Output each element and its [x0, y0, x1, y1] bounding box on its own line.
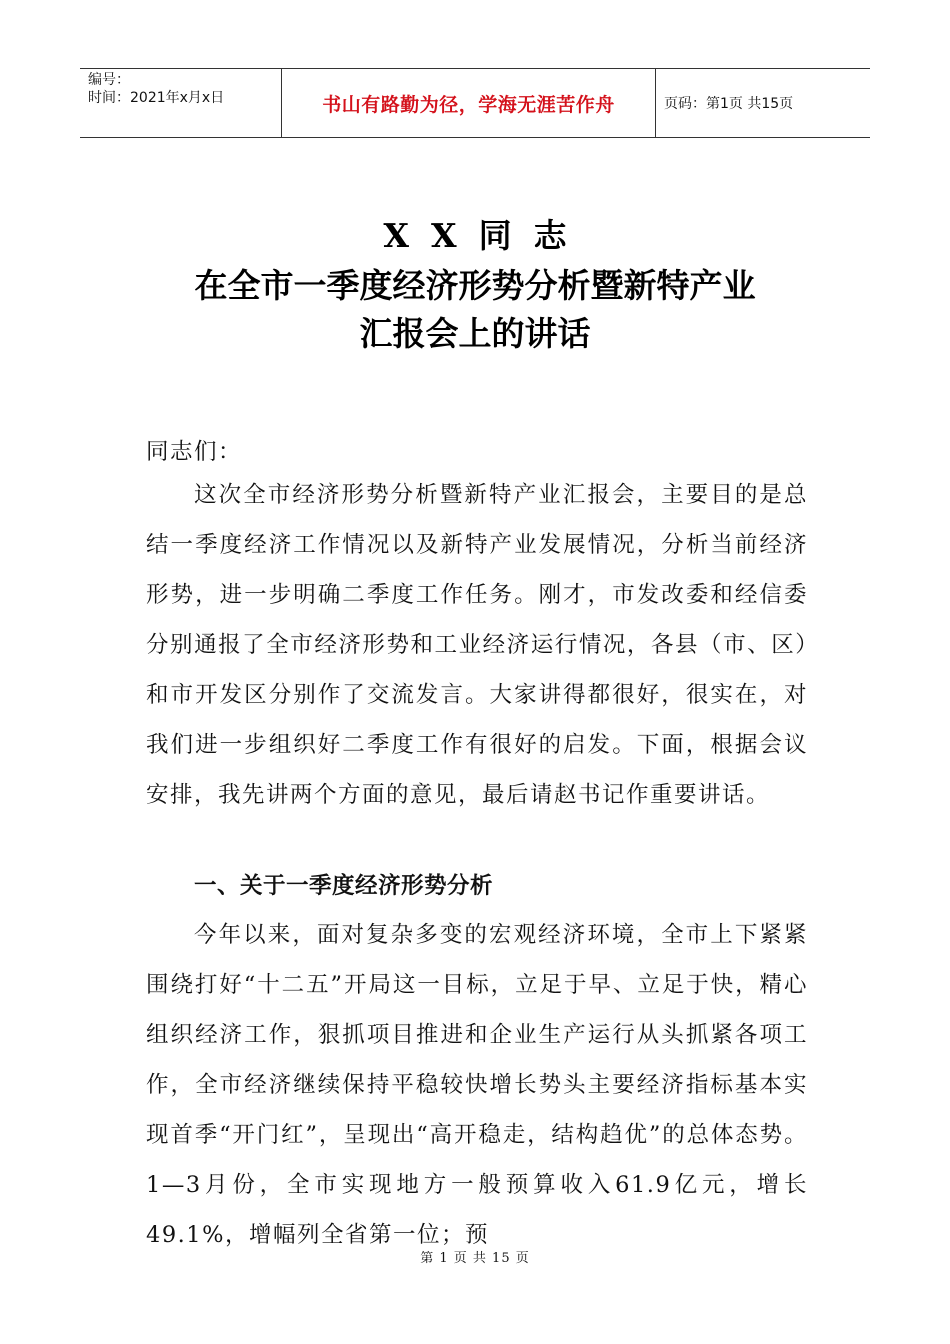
title-line-3: 汇报会上的讲话	[359, 314, 591, 353]
section-heading-1: 一、关于一季度经济形势分析	[194, 873, 494, 899]
page-footer: 第 1 页 共 15 页	[420, 1251, 530, 1266]
header-meta-cell	[80, 69, 282, 137]
document-number-label: 编号：	[88, 72, 130, 88]
paragraph-economy: 今年以来，面对复杂多变的宏观经济环境，全市上下紧紧围绕打好“十二五”开局这一目标，立足于早、立足于快，精心组织经济工作，狠抓项目推进和企业生产运行从头抓紧各项工作，全市经济继续保持平稳较快增长势头主要经济指标基本实现首季“开门红”，呈现出“高开稳走，结构趋优”的总体态势。1—3月份，全市实现地方一般预算收入61.9亿元，增长49.1%，增幅列全省第一位；预	[146, 922, 808, 1248]
salutation: 同志们：	[146, 439, 243, 465]
title-line-1: XX同志	[383, 216, 589, 255]
title-line-2: 在全市一季度经济形势分析暨新特产业	[194, 266, 756, 305]
document-header	[80, 68, 870, 138]
header-motto: 书山有路勤为径，学海无涯苦作舟	[282, 69, 656, 137]
header-page-info: 页码：第1页 共15页	[664, 96, 794, 112]
paragraph-intro: 这次全市经济形势分析暨新特产业汇报会，主要目的是总结一季度经济工作情况以及新特产业发展情况，分析当前经济形势，进一步明确二季度工作任务。刚才，市发改委和经信委分别通报了全市经济形势和工业经济运行情况，各县（市、区）和市开发区分别作了交流发言。大家讲得都很好，很实在，对我们进一步组织好二季度工作有很好的启发。下面，根据会议安排，我先讲两个方面的意见，最后请赵书记作重要讲话。	[146, 482, 808, 808]
document-time-label: 时间：2021年x月x日	[88, 90, 225, 106]
